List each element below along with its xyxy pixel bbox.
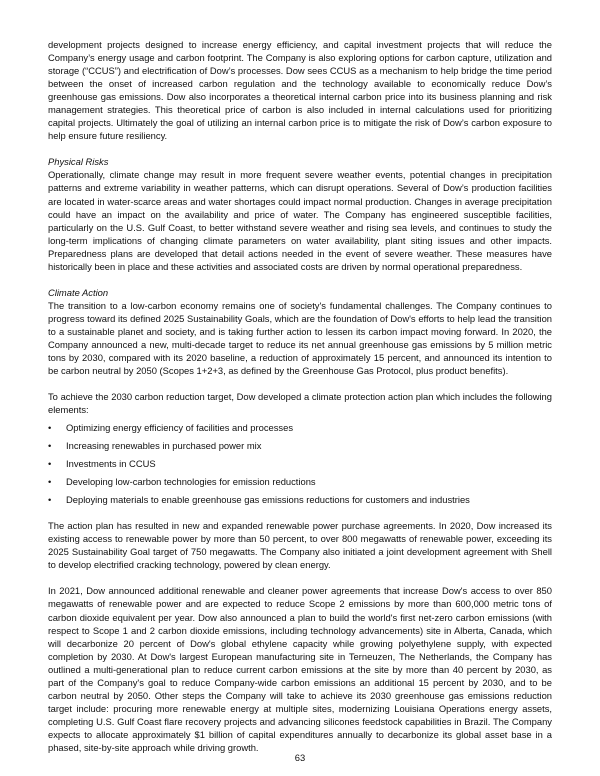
spacer: [48, 377, 552, 390]
bullet-icon: •: [48, 458, 52, 470]
physical-risks-heading: Physical Risks: [48, 156, 109, 168]
bullet-icon: •: [48, 422, 52, 434]
document-page: [48, 38, 552, 754]
bullet-icon: •: [48, 476, 52, 488]
spacer: [48, 142, 552, 155]
intro-paragraph: development projects designed to increase energy efficiency, and capital investment projects that will reduce the Company’s energy usage and carbon footprint. The Company is also exploring options for carbon capture, utilization and storage (“CCUS”) and electrification of Dow’s processes. Dow sees CCUS as a mechanism to help bridge the time period between the onset of increased carbon regulation and the technology available to economically reduce Dow’s greenhouse gas emissions. Dow also incorporates a theoretical internal carbon price into its business planning and risk management strategies. This theoretical price of carbon is also included in internal calculations used for prioritizing capital projects. Ultimately the goal of utilizing an internal carbon price is to mitigate the risk of Dow’s carbon exposure to help ensure future resiliency.: [48, 39, 552, 142]
spacer: [48, 273, 552, 286]
list-item-text: Investments in CCUS: [66, 458, 156, 470]
list-item-text: Increasing renewables in purchased power mix: [66, 440, 262, 452]
list-item: [48, 475, 552, 488]
list-item: [48, 493, 552, 506]
bullet-icon: •: [48, 440, 52, 452]
page-number: 63: [294, 752, 306, 763]
climate-action-paragraph-1: The transition to a low-carbon economy remains one of society's fundamental challenges. The Company continues to progress toward its defined 2025 Sustainability Goals, which are the foundation of Dow's efforts to help lead the transition to a sustainable planet and society, and is taking further action to lessen its carbon impact moving forward. In 2020, the Company announced a new, multi-decade target to reduce its net annual greenhouse gas emissions by 5 million metric tons by 2030, compared with its 2020 baseline, a reduction of approximately 15 percent, and announced its intention to be carbon neutral by 2050 (Scopes 1+2+3, as defined by the Greenhouse Gas Protocol, plus product benefits).: [48, 299, 552, 377]
list-item: [48, 457, 552, 470]
list-item-text: Optimizing energy efficiency of facilities and processes: [66, 422, 294, 434]
spacer: [48, 506, 552, 519]
climate-action-heading: Climate Action: [48, 286, 109, 298]
spacer: [48, 571, 552, 584]
physical-risks-paragraph: Operationally, climate change may result in more frequent severe weather events, potential changes in precipitation patterns and extreme variability in weather patterns, which can disrupt operations. Several of Dow’s production facilities are located in water-scarce areas and water shortages could impact normal production. Changes in average precipitation could have an impact on the availability and price of water. The Company has engineered susceptible facilities, particularly on the U.S. Gulf Coast, to better withstand severe weather and rising sea levels, and continues to study the long-term implications of changing climate parameters on water availability, plant siting issues and other impacts. Preparedness plans are developed that detail actions needed in the event of severe weather. These measures have historically been in place and these activities and associated costs are driven by normal operational preparedness.: [48, 169, 552, 272]
list-item-text: Deploying materials to enable greenhouse gas emissions reductions for customers and industries: [66, 494, 470, 506]
bullet-icon: •: [48, 494, 52, 506]
list-item-text: Developing low-carbon technologies for emission reductions: [66, 476, 316, 488]
climate-action-paragraph-4: In 2021, Dow announced additional renewable and cleaner power agreements that increase Dow's access to over 850 megawatts of renewable power and are expected to reduce Scope 2 emissions by more than 600,000 metric tons of carbon dioxide equivalent per year. Dow also announced a plan to build the world's first net-zero carbon emissions (with respect to Scope 1 and 2 carbon dioxide emissions, including technology advancements) site in Alberta, Canada, which will decarbonize 20 percent of Dow's global ethylene capacity while growing polyethylene supply, with expected completion by 2030. At Dow's largest European manufacturing site in Terneuzen, The Netherlands, the Company has outlined a multi-generational plan to reduce current carbon emissions at the site by more than 40 percent by 2030, as part of the Company's goal to reduce Company-wide carbon emissions an additional 15 percent by 2030, and to be carbon neutral by 2050. Other steps the Company will take to achieve its 2030 greenhouse gas emissions reduction target include: procuring more renewable energy at multiple sites, modernizing Louisiana Operations energy assets, completing U.S. Gulf Coast flare recovery projects and advancing silicones feedstock capabilities in Brazil. The Company expects to allocate approximately $1 billion of capital expenditures annually to decarbonize its global asset base in a phased, site-by-site approach while driving growth.: [48, 585, 552, 753]
action-plan-list: [48, 421, 552, 506]
climate-action-paragraph-2: To achieve the 2030 carbon reduction target, Dow developed a climate protection action plan which includes the following elements:: [48, 391, 552, 416]
list-item: [48, 439, 552, 452]
climate-action-paragraph-3: The action plan has resulted in new and expanded renewable power purchase agreements. In 2020, Dow increased its existing access to renewable power by more than 50 percent, to over 800 megawatts of renewable power, exceeding its 2025 Sustainability Goal target of 750 megawatts. The Company also initiated a joint development agreement with Shell to develop electrified cracking technology, powered by clean energy.: [48, 520, 552, 571]
list-item: [48, 421, 552, 434]
